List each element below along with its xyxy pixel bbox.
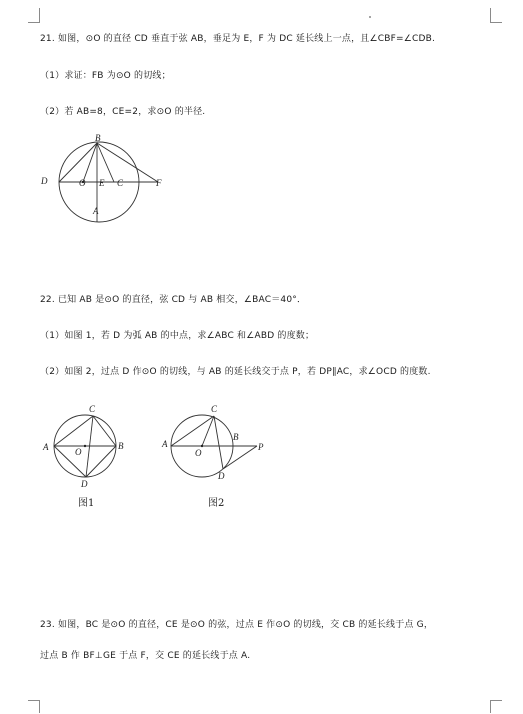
q22-fig2-label-c: C bbox=[211, 404, 218, 414]
q22-part1: （1）如图 1，若 D 为弧 AB 的中点，求∠ABC 和∠ABD 的度数； bbox=[40, 331, 315, 341]
q21-title: 21. 如图，⊙O 的直径 CD 垂直于弦 AB，垂足为 E，F 为 DC 延长线上一点，且∠CBF=∠CDB. bbox=[40, 34, 436, 44]
q22-fig2-label-a: A bbox=[162, 439, 168, 449]
q22-title: 22. 已知 AB 是⊙O 的直径，弦 CD 与 AB 相交，∠BAC＝40°． bbox=[40, 295, 307, 305]
q21-segment-db bbox=[59, 143, 97, 182]
q22-fig2-caption: 图2 bbox=[208, 498, 225, 509]
q22-figure-2 bbox=[162, 400, 282, 490]
q21-figure bbox=[38, 134, 178, 224]
q22-fig1-chord-cd bbox=[86, 416, 93, 477]
q22-fig2-label-b: B bbox=[233, 432, 239, 442]
q21-label-f: F bbox=[156, 178, 162, 188]
q21-label-d: D bbox=[41, 176, 48, 186]
q22-fig1-label-d: D bbox=[81, 479, 88, 489]
q22-fig2-chord-cd bbox=[214, 416, 223, 469]
crop-mark-bottom-right bbox=[490, 700, 502, 713]
q22-fig1-label-b: B bbox=[118, 441, 124, 451]
crop-mark-top-right bbox=[490, 8, 502, 23]
q21-part1: （1）求证：FB 为⊙O 的切线； bbox=[40, 71, 171, 81]
q21-label-b: B bbox=[95, 133, 101, 143]
q22-fig2-label-d: D bbox=[218, 471, 225, 481]
q22-fig2-tangent-dp bbox=[223, 446, 257, 469]
q21-part2: （2）若 AB=8，CE=2，求⊙O 的半径. bbox=[40, 107, 206, 117]
crop-mark-top-left bbox=[28, 8, 40, 23]
q21-segment-ob bbox=[83, 143, 97, 182]
stray-dot bbox=[369, 16, 371, 18]
q21-label-c: C bbox=[117, 178, 124, 188]
q21-tangent-bf bbox=[97, 143, 158, 182]
q21-label-a: A bbox=[93, 206, 99, 216]
crop-mark-bottom-left bbox=[28, 700, 40, 713]
q22-fig1-label-a: A bbox=[43, 442, 49, 452]
q21-label-e: E bbox=[99, 178, 105, 188]
q21-label-o: O bbox=[79, 178, 86, 188]
q23-line1: 23. 如图，BC 是⊙O 的直径，CE 是⊙O 的弦，过点 E 作⊙O 的切线，交 CB 的延长线于点 G， bbox=[40, 620, 434, 630]
q22-fig1-label-o: O bbox=[75, 447, 82, 457]
q22-fig2-center-point bbox=[201, 445, 203, 447]
q22-part2: （2）如图 2，过点 D 作⊙O 的切线，与 AB 的延长线交于点 P，若 DP∥AC，求∠OCD 的度数. bbox=[40, 367, 431, 377]
q23-line2: 过点 B 作 BF⊥GE 于点 F，交 CE 的延长线于点 A. bbox=[40, 651, 251, 661]
q22-fig1-center-point bbox=[84, 445, 86, 447]
q22-fig1-caption: 图1 bbox=[78, 498, 95, 509]
q22-fig1-label-c: C bbox=[89, 404, 96, 414]
q22-fig2-label-o: O bbox=[195, 448, 202, 458]
q22-fig2-label-p: P bbox=[258, 442, 264, 452]
q22-figure-1 bbox=[40, 400, 140, 490]
q22-fig1-segment-ac bbox=[54, 416, 93, 446]
